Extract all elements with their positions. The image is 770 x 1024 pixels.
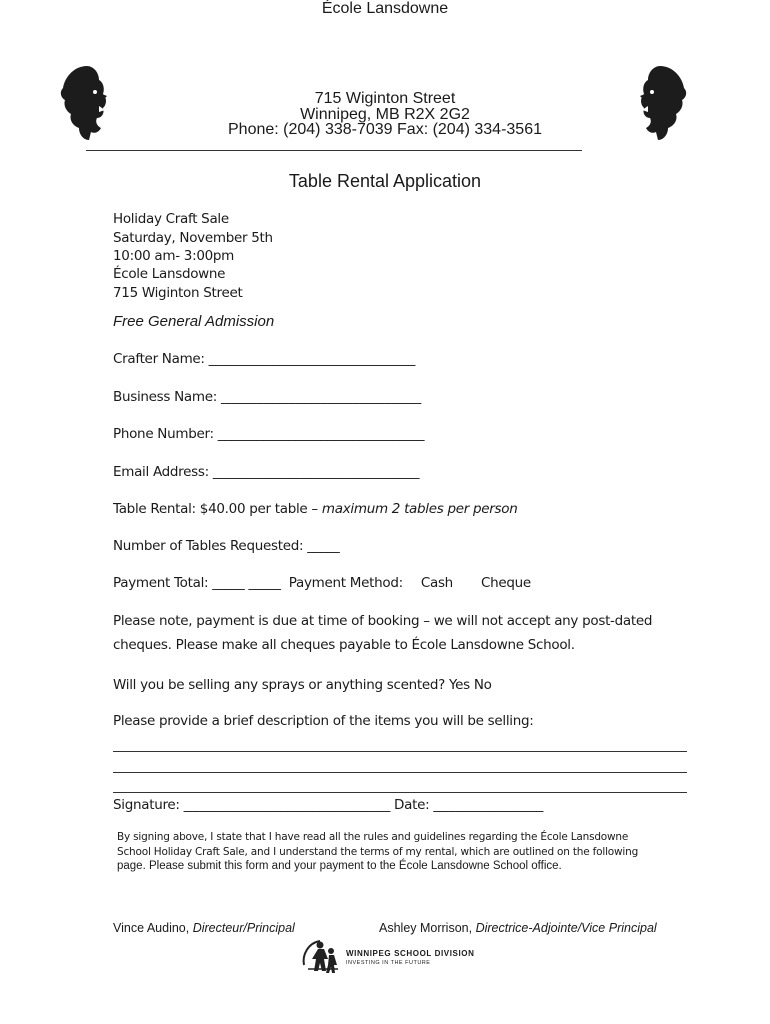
tables-requested-field[interactable]: Number of Tables Requested: _____: [113, 538, 340, 554]
event-time: 10:00 am- 3:00pm: [113, 248, 235, 264]
payment-method-label: Payment Method:: [288, 575, 403, 591]
wsd-logo: [298, 935, 488, 977]
address-line-2: Winnipeg, MB R2X 2G2: [300, 106, 470, 123]
vice-principal-name: Ashley Morrison,: [379, 921, 473, 935]
payment-option-cash[interactable]: Cash: [420, 575, 453, 591]
event-date: Saturday, November 5th: [113, 230, 273, 246]
payment-note-line-2: cheques. Please make all cheques payable to École Lansdowne School.: [113, 637, 575, 653]
disclaimer-line-3: page. Please submit this form and your payment to the École Lansdowne School office.: [117, 860, 562, 872]
business-name-field[interactable]: Business Name: _______________________________: [113, 389, 421, 405]
sprays-question[interactable]: Will you be selling any sprays or anything scented? Yes No: [113, 677, 492, 693]
crafter-name-field[interactable]: Crafter Name: ________________________________: [113, 351, 416, 367]
description-prompt: Please provide a brief description of the items you will be selling:: [113, 713, 534, 729]
vice-principal-title: Directrice-Adjointe/Vice Principal: [475, 921, 657, 935]
page-title: Table Rental Application: [288, 171, 482, 191]
table-rental-max: maximum 2 tables per person: [321, 501, 518, 517]
table-rental-price: Table Rental: $40.00 per table –: [113, 501, 318, 517]
wsd-figures-icon: [298, 935, 342, 977]
payment-note: [113, 609, 673, 657]
payment-total-field[interactable]: Payment Total: _____ _____: [113, 575, 281, 591]
principal-name: Vince Audino,: [113, 921, 190, 935]
header-divider: [86, 150, 582, 151]
wsd-tagline: INVESTING IN THE FUTURE: [346, 960, 431, 966]
principal-signature: [113, 921, 295, 935]
event-name: Holiday Craft Sale: [113, 211, 229, 227]
address-line-1: 715 Wiginton Street: [314, 90, 456, 107]
disclaimer-line-2: School Holiday Craft Sale, and I understand the terms of my rental, which are outlined on the following: [117, 846, 639, 858]
payment-note-line-1: Please note, payment is due at time of booking – we will not accept any post-dated: [113, 613, 653, 629]
description-line-3[interactable]: [113, 792, 687, 793]
payment-row: [113, 575, 531, 591]
description-line-1[interactable]: [113, 751, 687, 752]
phone-fax: Phone: (204) 338-7039 Fax: (204) 334-3561: [228, 121, 542, 138]
school-name: École Lansdowne: [321, 0, 449, 17]
disclaimer-line-1: By signing above, I state that I have read all the rules and guidelines regarding the École Lansdowne: [117, 831, 629, 843]
phone-number-field[interactable]: Phone Number: ________________________________: [113, 426, 425, 442]
signature-date-field[interactable]: Signature: ________________________________ Date: _________________: [113, 797, 544, 813]
wsd-org-name: WINNIPEG SCHOOL DIVISION: [346, 949, 475, 958]
payment-option-cheque[interactable]: Cheque: [480, 575, 531, 591]
description-line-2[interactable]: [113, 772, 687, 773]
free-admission: Free General Admission: [113, 313, 275, 330]
table-rental-info: [113, 501, 517, 517]
email-address-field[interactable]: Email Address: ________________________________: [113, 464, 420, 480]
event-location: École Lansdowne: [113, 266, 226, 282]
event-address: 715 Wiginton Street: [113, 285, 243, 301]
principal-title: Directeur/Principal: [192, 921, 295, 935]
vice-principal-signature: [379, 921, 657, 935]
